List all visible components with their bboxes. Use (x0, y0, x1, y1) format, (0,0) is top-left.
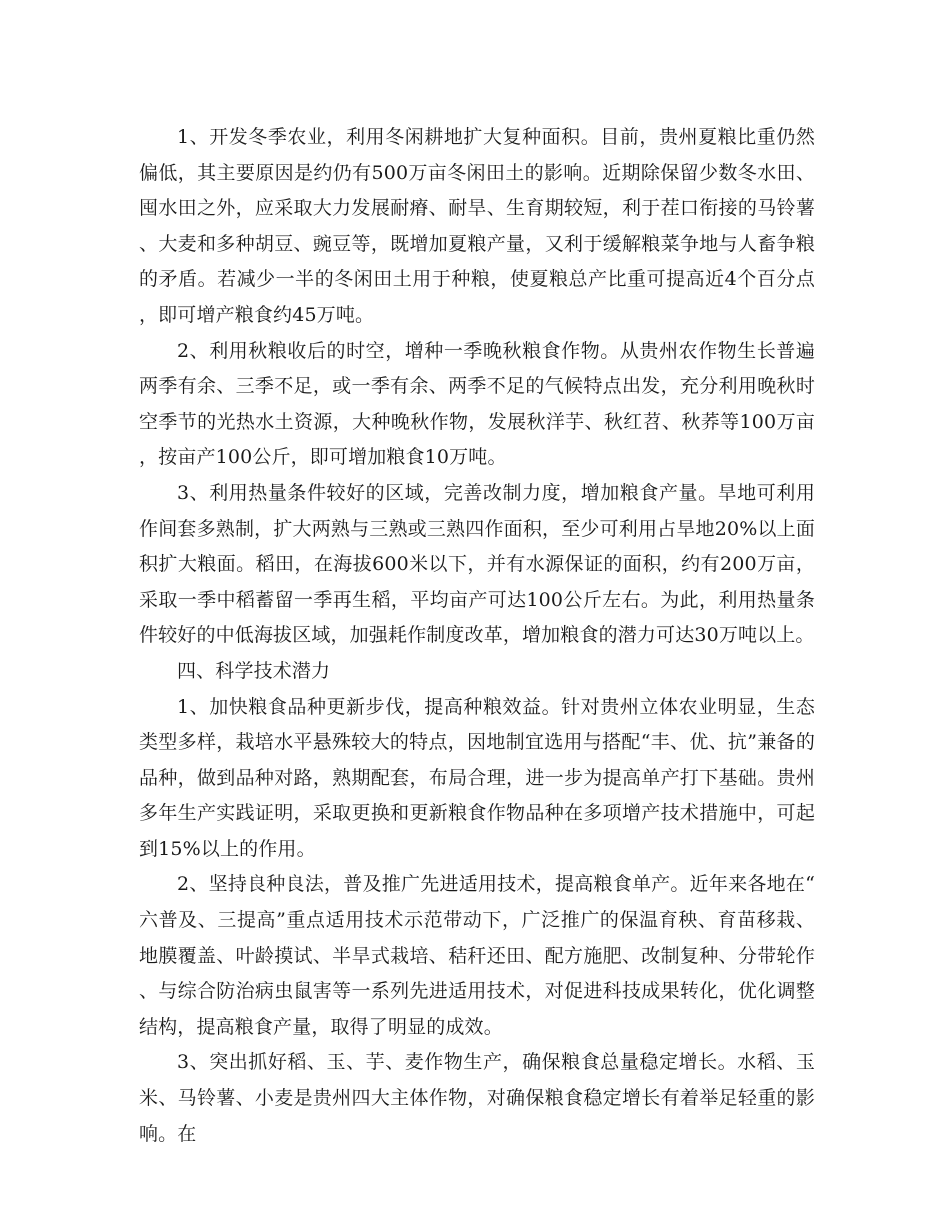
paragraph-main-crops: 3、突出抓好稻、玉、芋、麦作物生产，确保粮食总量稳定增长。水稻、玉米、马铃薯、小麦是贵州四大主体作物，对确保粮食稳定增长有着举足轻重的影响。在 (139, 1051, 815, 1145)
paragraph-advanced-techniques: 2、坚持良种良法，普及推广先进适用技术，提高粮食单产。近年来各地在“六普及、三提高”重点适用技术示范带动下，广泛推广的保温育秧、育苗移栽、地膜覆盖、叶龄摸试、半旱式栽培、秸秆还田、配方施肥、改制复种、分带轮作、与综合防治病虫鼠害等一系列先进适用技术，对促进科技成果转化，优化调整结构，提高粮食产量，取得了明显的成效。 (139, 873, 815, 1038)
document-body (139, 120, 815, 1152)
paragraph-winter-agriculture: 1、开发冬季农业，利用冬闲耕地扩大复种面积。目前，贵州夏粮比重仍然偏低，其主要原因是约仍有500万亩冬闲田土的影响。近期除保留少数冬水田、囤水田之外，应采取大力发展耐瘠、耐旱、生育期较短，利于茬口衔接的马铃薯、大麦和多种胡豆、豌豆等，既增加夏粮产量，又利于缓解粮菜争地与人畜争粮的矛盾。若减少一半的冬闲田土用于种粮，使夏粮总产比重可提高近4个百分点，即可增产粮食约45万吨。 (139, 126, 815, 326)
paragraph-heat-regions: 3、利用热量条件较好的区域，完善改制力度，增加粮食产量。旱地可利用作间套多熟制，扩大两熟与三熟或三熟四作面积，至少可利用占旱地20%以上面积扩大粮面。稻田，在海拔600米以下，并有水源保证的面积，约有200万亩，采取一季中稻蓄留一季再生稻，平均亩产可达100公斤左右。为此，利用热量条件较好的中低海拔区域，加强耗作制度改革，增加粮食的潜力可达30万吨以上。 (139, 481, 815, 647)
section-heading-science-technology: 四、科学技术潜力 (177, 659, 331, 682)
paragraph-late-autumn-crops: 2、利用秋粮收后的时空，增种一季晚秋粮食作物。从贵州农作物生长普遍两季有余、三季不足，或一季有余、两季不足的气候特点出发，充分利用晚秋时空季节的光热水土资源，大种晚秋作物，发展秋洋芋、秋红苕、秋荞等100万亩，按亩产100公斤，即可增加粮食10万吨。 (139, 339, 815, 469)
paragraph-crop-varieties: 1、加快粮食品种更新步伐，提高种粮效益。针对贵州立体农业明显，生态类型多样，栽培水平悬殊较大的特点，因地制宜选用与搭配“丰、优、抗”兼备的品种，做到品种对路，熟期配套，布局合理，进一步为提高单产打下基础。贵州多年生产实践证明，采取更换和更新粮食作物品种在多项增产技术措施中，可起到15%以上的作用。 (139, 695, 815, 860)
